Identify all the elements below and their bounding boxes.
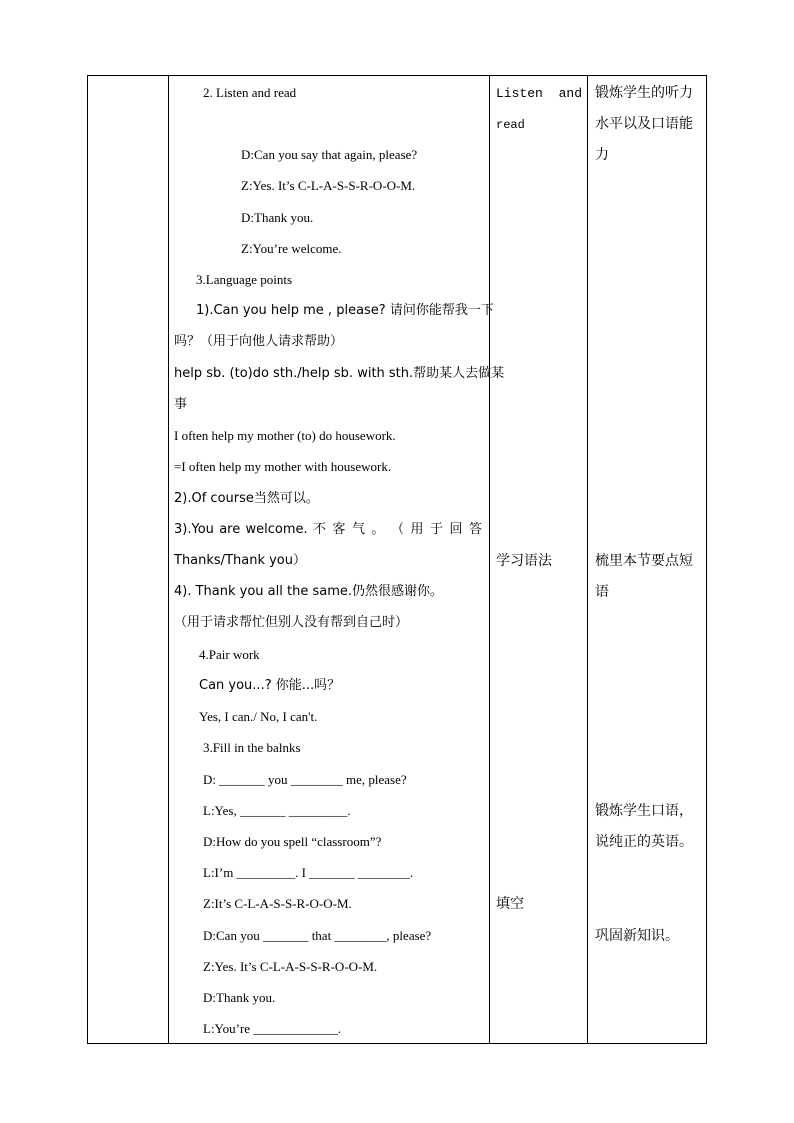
blank-line: D:How do you spell “classroom”? [203,834,382,849]
content-line: =I often help my mother with housework. [174,459,392,474]
content-line: Yes, I can./ No, I can't. [199,709,318,724]
content-cell [169,76,505,1043]
activity-line: 学习语法 [496,553,552,569]
content-line: 3).You are welcome. 不 客 气 。 （ 用 于 回 答 [174,522,482,537]
purpose-line: 锻炼学生的听力 [595,85,693,101]
content-line: help sb. (to)do sth./help sb. with sth.帮助某人去做某 [174,366,505,381]
lesson-table [87,75,707,1044]
activity-word: and [558,86,582,101]
content-line: 事 [174,397,188,412]
content-line: 1).Can you help me , please? 请问你能帮我一下 [196,303,494,318]
blank-line: Z:Yes. It’s C-L-A-S-S-R-O-O-M. [203,959,378,974]
dialogue-line: Z:You’re welcome. [241,241,342,256]
section-heading: 3.Language points [196,272,293,287]
activity-line: 填空 [496,896,524,912]
purpose-line: 力 [595,147,609,163]
dialogue-line: D:Thank you. [241,210,314,225]
content-line: Thanks/Thank you） [174,553,306,568]
blank-line: L:Yes, _______ _________. [203,803,351,818]
content-line: 吗？（用于向他人请求帮助） [174,334,344,349]
blank-line: D: _______ you ________ me, please? [203,772,407,787]
content-line: 2. Listen and read [203,85,297,100]
content-line: I often help my mother (to) do housework. [174,428,396,443]
section-heading: 4.Pair work [199,647,260,662]
content-line: Can you...? 你能...吗？ [199,678,341,693]
content-line: 2).Of course当然可以。 [174,491,319,506]
dialogue-line: D:Can you say that again, please? [241,147,418,162]
activity-line: read [496,118,525,132]
content-line: 4). Thank you all the same.仍然很感谢你。 [174,584,443,599]
purpose-line: 梳里本节要点短 [595,553,693,569]
purpose-line: 锻炼学生口语， [595,803,693,819]
blank-line: L:I’m _________. I _______ ________. [203,865,414,880]
purpose-line: 语 [595,584,609,600]
purpose-line: 水平以及口语能 [595,116,693,132]
blank-line: D:Can you _______ that ________, please? [203,928,432,943]
activity-word: Listen [496,86,543,101]
blank-line: L:You’re _____________. [203,1021,342,1036]
purpose-line: 说纯正的英语。 [595,834,693,850]
activity-cell [490,76,587,1043]
blank-line: Z:It’s C-L-A-S-S-R-O-O-M. [203,896,352,911]
purpose-cell [588,76,706,1043]
activity-line [496,86,582,102]
blank-line: D:Thank you. [203,990,276,1005]
section-heading: 3.Fill in the balnks [203,740,301,755]
purpose-line: 巩固新知识。 [595,928,679,944]
dialogue-line: Z:Yes. It’s C-L-A-S-S-R-O-O-M. [241,178,416,193]
stage-cell [88,76,168,1043]
content-line: （用于请求帮忙但别人没有帮到自己时） [174,615,409,630]
